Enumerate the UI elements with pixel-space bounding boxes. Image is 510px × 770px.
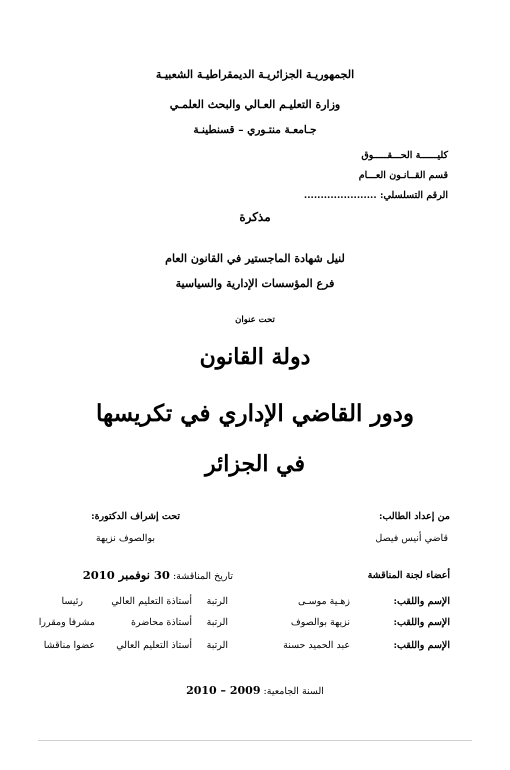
degree-line-1: لنيل شهادة الماجستير في القانون العام xyxy=(165,252,345,265)
degree-line-2: فرع المؤسسات الإدارية والسياسية xyxy=(175,277,335,290)
member-1-role: رئيسا xyxy=(61,596,83,607)
member-1-rank-label: الرتبة xyxy=(206,596,228,607)
defense-date-value: 30 نوفمبر 2010 xyxy=(82,568,170,582)
committee-label: أعضاء لجنة المناقشة xyxy=(367,570,450,581)
member-1-name: زهـية موسـى xyxy=(297,596,350,607)
academic-year xyxy=(0,684,510,697)
ministry-header: وزارة التعليـم العـالي والبحث العلمـي xyxy=(169,98,341,111)
member-1-rank: أستاذة التعليم العالي xyxy=(111,596,192,607)
academic-year-label: السنة الجامعية: xyxy=(263,686,324,697)
department-name: قسم القــانـون العـــام xyxy=(358,170,448,181)
supervision-label: تحت إشراف الدكتورة: xyxy=(91,511,180,522)
defense-date xyxy=(83,568,233,582)
under-title-label: تحت عنوان xyxy=(235,315,275,325)
faculty-name: كليــــــة الحـــقـــــوق xyxy=(361,150,448,161)
member-3-rank-label: الرتبة xyxy=(206,640,228,651)
student-name: قاضي أنيس فيصل xyxy=(375,533,448,544)
academic-year-value: 2009 – 2010 xyxy=(186,684,261,697)
member-3-rank: أستاذ التعليم العالي xyxy=(116,640,192,651)
member-2-rank: أستاذة محاضرة xyxy=(131,617,192,628)
member-2-name: نزيهة بوالصوف xyxy=(290,617,350,628)
member-2-role: مشرفا ومقررا xyxy=(38,617,95,628)
title-line-2: ودور القاضي الإداري في تكريسها xyxy=(95,400,415,427)
republic-header: الجمهوريـة الجزائريـة الديمقراطيـة الشعبيـة xyxy=(155,68,355,81)
member-3-name-label: الإسم واللقب: xyxy=(393,640,450,651)
member-2-name-label: الإسم واللقب: xyxy=(393,617,450,628)
defense-date-label: تاريخ المناقشة: xyxy=(172,571,233,582)
member-3-role: عضوا مناقشا xyxy=(43,640,95,651)
member-2-rank-label: الرتبة xyxy=(206,617,228,628)
member-1-name-label: الإسم واللقب: xyxy=(393,596,450,607)
memo-label: مذكرة xyxy=(239,210,271,224)
serial-value: ...................... xyxy=(303,190,377,201)
title-line-3: في الجزائر xyxy=(204,451,306,477)
supervisor-name: بوالصوف نزيهة xyxy=(95,533,155,544)
bottom-rule xyxy=(38,740,472,741)
university-header: جـامعـة منتـوري – قسنطينـة xyxy=(193,124,317,136)
title-line-1: دولة القانون xyxy=(199,344,311,370)
serial-label: الرقم التسلسلي: xyxy=(379,190,448,201)
member-3-name: عبد الحميد حسنة xyxy=(283,640,350,651)
prepared-by-label: من إعداد الطالب: xyxy=(378,511,450,522)
serial-number xyxy=(304,190,448,201)
